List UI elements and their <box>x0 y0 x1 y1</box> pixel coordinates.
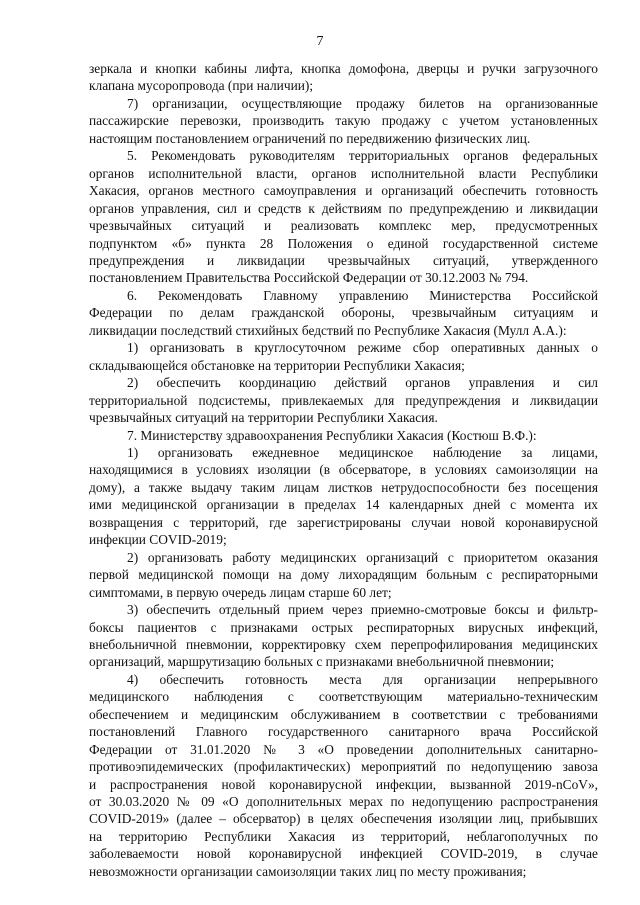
text-line: чрезвычайных ситуаций на территории Республики Хакасия. <box>89 410 438 426</box>
text-line: 2) обеспечить координацию действий органов управления и сил <box>127 375 598 391</box>
paragraph <box>89 671 598 880</box>
text-line: дому), а также выдачу таким лицам листков нетрудоспособности без посещения <box>89 479 598 495</box>
text-line: организаций, маршрутизацию больных с признаками внебольничной пневмонии; <box>89 654 555 670</box>
text-line: противоэпидемических (профилактических) мероприятий по недопущению завоза <box>89 759 598 775</box>
text-line: 6. Рекомендовать Главному управлению Министерства Российской <box>127 287 598 303</box>
paragraph <box>89 374 598 426</box>
text-line: заболеваемости новой коронавирусной инфекцией COVID-2019, в случае <box>89 846 598 862</box>
text-line: медицинского наблюдения с соответствующим материально-техническим <box>89 689 598 705</box>
paragraph <box>89 60 598 95</box>
text-line: COVID-2019» (далее – обсерватор) в целях обеспечения изоляции лиц, прибывших <box>89 811 598 827</box>
text-line: пассажирские перевозки, производить такую продажу с учетом установленных <box>89 113 598 129</box>
text-line: территориальной подсистемы, привлекаемых для предупреждения и ликвидации <box>89 392 598 408</box>
text-line: первой медицинской помощи на дому лихорадящим больным с респираторными <box>89 567 598 583</box>
paragraph <box>89 427 598 444</box>
document-body <box>89 60 598 880</box>
page-number: 7 <box>316 34 324 49</box>
paragraph <box>89 147 598 287</box>
paragraph <box>89 601 598 671</box>
text-line: внебольничной пневмонии, корректировку схем перепрофилирования медицинских <box>89 636 598 652</box>
text-line: и распространения новой коронавирусной инфекции, вызванной 2019-nCoV», <box>89 776 598 792</box>
paragraph <box>89 95 598 147</box>
text-line: от 30.03.2020 № 09 «О дополнительных мерах по недопущению распространения <box>89 794 598 810</box>
text-line: органов управления, сил и средств к действиям по предупреждению и ликвидации <box>89 200 598 216</box>
text-line: Хакасия, органов местного самоуправления и организаций обеспечить готовность <box>89 183 598 199</box>
text-line: предупреждения и ликвидации чрезвычайных ситуаций, утвержденного <box>89 252 598 268</box>
text-line: органов исполнительной власти, органов исполнительной власти Республики <box>89 165 598 181</box>
paragraph <box>89 549 598 601</box>
text-line: находящимися в условиях изоляции (в обсерваторе, в условиях самоизоляции на <box>89 462 598 478</box>
text-line: подпунктом «б» пункта 28 Положения о единой государственной системе <box>89 235 598 251</box>
text-line: 5. Рекомендовать руководителям территориальных органов федеральных <box>127 148 598 164</box>
text-line: зеркала и кнопки кабины лифта, кнопка домофона, дверцы и ручки загрузочного <box>89 61 598 76</box>
text-line: 1) организовать ежедневное медицинское наблюдение за лицами, <box>127 444 598 460</box>
text-line: Федерации от 31.01.2020 № 3 «О проведении дополнительных санитарно- <box>89 741 598 757</box>
text-line: невозможности организации самоизоляции таких лиц по месту проживания; <box>89 863 527 879</box>
text-line: настоящим постановлением ограничений по передвижению физических лиц. <box>89 130 531 146</box>
text-line: 7. Министерству здравоохранения Республики Хакасия (Костюш В.Ф.): <box>127 427 537 443</box>
text-line: обеспечением и медицинским обслуживанием в соответствии с требованиями <box>89 706 598 722</box>
text-line: симптомами, в первую очередь лицам старше 60 лет; <box>89 584 392 600</box>
text-line: 7) организации, осуществляющие продажу билетов на организованные <box>127 95 598 111</box>
text-line: складывающейся обстановке на территории Республики Хакасия; <box>89 357 465 373</box>
paragraph <box>89 339 598 374</box>
text-line: на территорию Республики Хакасия из территорий, неблагополучных по <box>89 828 598 844</box>
text-line: инфекции COVID-2019; <box>89 532 227 548</box>
text-line: боксы пациентов с признаками острых респираторных вирусных инфекций, <box>89 619 598 635</box>
text-line: клапана мусоропровода (при наличии); <box>89 78 314 94</box>
text-line: 1) организовать в круглосуточном режиме сбор оперативных данных о <box>127 340 598 356</box>
paragraph <box>89 287 598 339</box>
text-line: 2) организовать работу медицинских организаций с приоритетом оказания <box>127 549 598 565</box>
paragraph <box>89 444 598 549</box>
text-line: чрезвычайных ситуаций и реализовать комплекс мер, предусмотренных <box>89 218 598 234</box>
text-line: постановлением Правительства Российской Федерации от 30.12.2003 № 794. <box>89 270 529 286</box>
text-line: 3) обеспечить отдельный прием через приемно-смотровые боксы и фильтр- <box>127 602 598 618</box>
text-line: ими медицинской организации в пределах 14 календарных дней с момента их <box>89 497 598 513</box>
text-line: Федерации по делам гражданской обороны, чрезвычайным ситуациям и <box>89 305 598 321</box>
text-line: возвращения с территорий, где зарегистрированы случаи новой коронавирусной <box>89 514 598 530</box>
text-line: ликвидации последствий стихийных бедствий по Республике Хакасия (Мулл А.А.): <box>89 322 567 338</box>
text-line: 4) обеспечить готовность места для организации непрерывного <box>127 671 598 687</box>
text-line: постановлений Главного государственного санитарного врача Российской <box>89 724 598 740</box>
